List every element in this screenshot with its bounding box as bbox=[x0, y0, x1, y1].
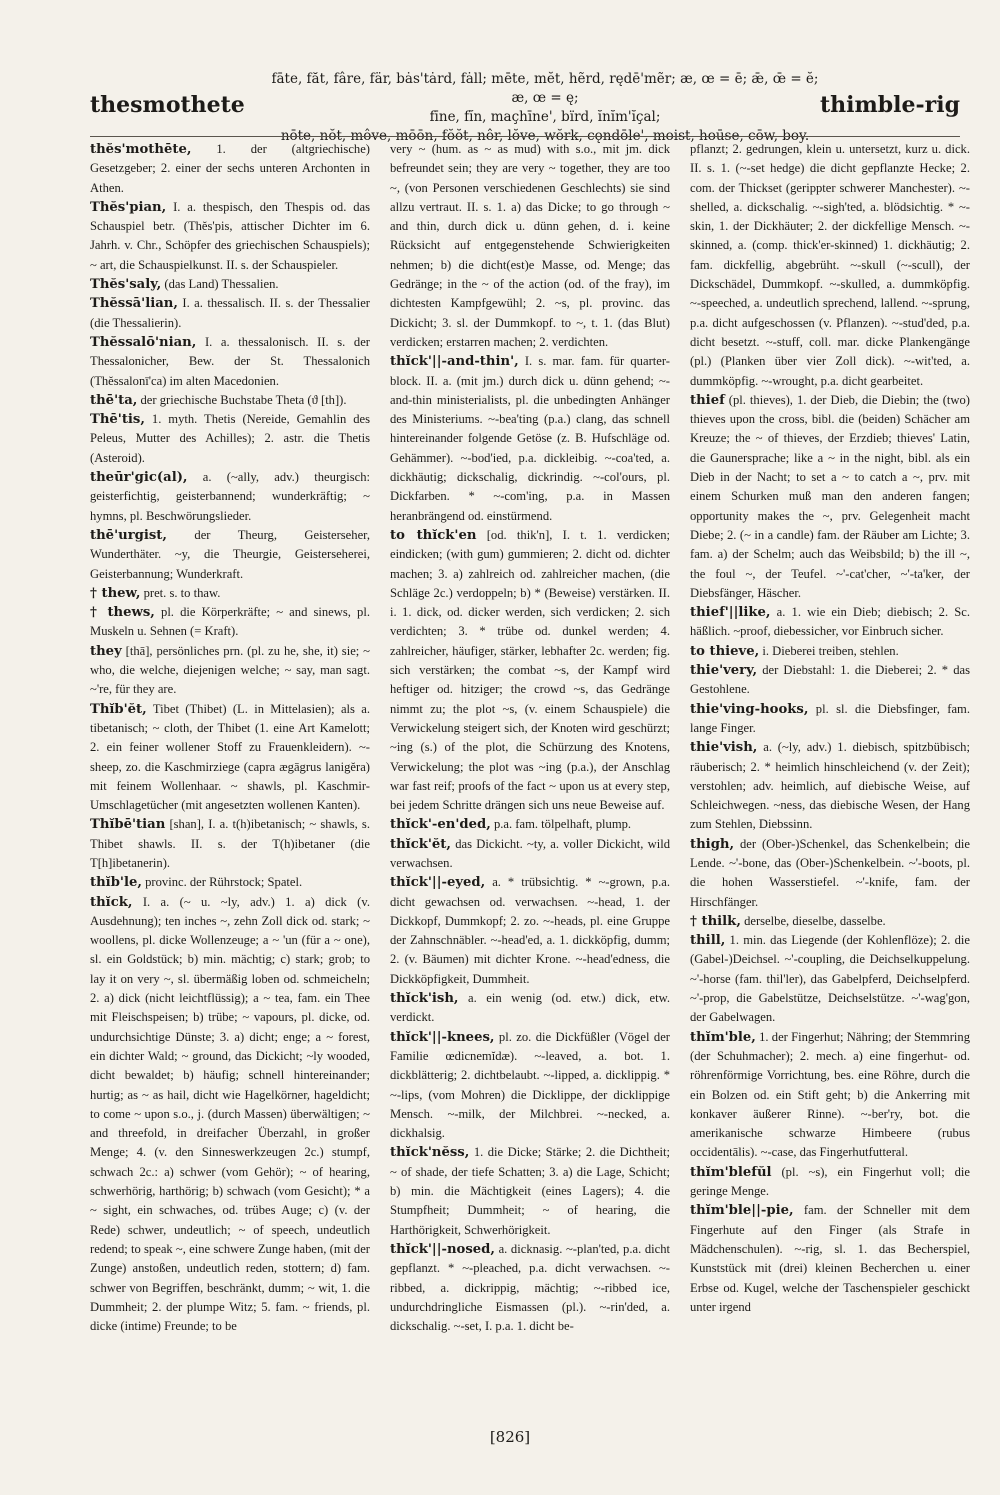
dictionary-entry bbox=[690, 603, 970, 642]
entry-definition: 1. min. das Liegende (der Kohlenflöze); 2. die (Gabel-)Deichsel. ~'-coupling, die Deichselkuppelung. ~'-horse (fam. thil'ler), das Gabelpferd, Deichselpferd. ~'-prop, die Gabelstütze, Deichselstütze. ~'-wag'gon, der Gabelwagen. bbox=[690, 933, 970, 1025]
entry-headword: thĭck, bbox=[90, 894, 133, 910]
entry-headword: thĭck'||-and-thin', bbox=[390, 354, 519, 370]
entry-definition: fam. der Schneller mit dem Fingerhute auf den Finger (als Strafe in Mädchenschulen). ~-rig, sl. 1. das Becherspiel, Kunststück mit (drei) kleinen Becherchen u. einer Erbse od. Kugel, welche der Taschenspieler geschickt unter irgend bbox=[690, 1203, 970, 1314]
entry-definition: I. a. (~ u. ~ly, adv.) 1. a) dick (v. Ausdehnung); ten inches ~, zehn Zoll dick od. stark; ~ woollens, pl. dicke Wollenzeuge; a ~ 'un (für a ~ one), sl. ein Goldstück; b) min. mächtig; c) stark; grob; to lay it on very ~, sl. übermäßig loben od. schmeicheln; 2. a) dick (nicht leichtflüssig); a ~ tea, fam. ein Thee mit Fleischspeisen; b) trübe; ~ vapours, pl. dicke, od. undurchsichtige Dünste; 3. a) dicht; enge; a ~ forest, ein dichter Wald; ~ ground, das Dickicht; ~ly wooded, dicht bewaldet; b) häufig; schnell hintereinander; hurtig; as ~ as hail, dicht wie Hagelkörner, hageldicht; to come ~ upon s.o., j. (durch Massen) überwältigen; ~ and threefold, in dreifacher Überzahl, in großer Menge; 4. (v. den Sinneswerkzeugen 2c.) stumpf, schwach 2c.: a) schwer (vom Gehör); ~ of hearing, schwerhörig, harthörig; b) schwach (vom Gesicht); * a ~ sight, ein schwaches, od. trübes Auge; c) (v. der Rede) schwer, undeutlich; ~ of speech, undeutlich redend; to speak ~, eine schwere Zunge haben, (mit der Zunge) anstoßen, undeutlich reden, stottern; d) fam. schwer von Begriffen, beschränkt, dumm; ~ wit, 1. die Dummheit; 2. der plumpe Witz; 5. fam. ~ friends, pl. dicke (intime) Freunde; to be bbox=[90, 894, 370, 1334]
entry-definition: der griechische Buchstabe Theta (ϑ [th]). bbox=[140, 392, 347, 407]
entry-definition: pl. zo. die Dickfüßler (Vögel der Familie œdicnemĭdæ). ~-leaved, a. bot. 1. dickblätterig; 2. dichtbelaubt. ~-lipped, a. dicklippig. * ~-lips, (vom Mohren) die Dicklippe, der dicklippige Mensch. ~-milk, der Milchbrei. ~-necked, a. dickhalsig. bbox=[390, 1029, 670, 1141]
entry-definition: 1. myth. Thetis (Nereide, Gemahlin des Peleus, Mutter des Achilles); 2. astr. die Thetis (Asteroid). bbox=[90, 412, 370, 465]
dictionary-entry bbox=[390, 352, 670, 526]
pronunciation-key-line: fīne, fĭn, maçhīne', bïrd, ĭnĭm'ĭçal; bbox=[429, 109, 661, 125]
dictionary-entry bbox=[690, 738, 970, 834]
dictionary-entry bbox=[90, 140, 370, 198]
entry-definition: pret. s. to thaw. bbox=[143, 585, 221, 600]
dictionary-entry bbox=[390, 1240, 670, 1336]
dictionary-entry bbox=[90, 893, 370, 1337]
entry-definition: a. (~ly, adv.) 1. diebisch, spitzbübisch; räuberisch; 2. * heimlich hinschleichend (v. der Zeit); verstohlen; adv. heimlich, auf diebische Weise, auf Schleichwegen. ~ness, das diebische Wesen, der Hang zum Stehlen, Diebssinn. bbox=[690, 740, 970, 832]
dictionary-entry bbox=[390, 1028, 670, 1144]
entry-definition: (pl. ~s), ein Fingerhut voll; die geringe Menge. bbox=[690, 1164, 970, 1199]
entry-headword: thĭm'blefŭl bbox=[690, 1164, 772, 1180]
entry-definition: (das Land) Thessalien. bbox=[164, 277, 279, 292]
entry-headword: Thĕssā'lian, bbox=[90, 296, 178, 312]
entry-definition: 1. die Dicke; Stärke; 2. die Dichtheit; ~ of shade, der tiefe Schatten; 3. a) die Lage, Schicht; b) min. die Mächtigkeit (eines Lagers); 4. die Stumpfheit; Dummheit; ~ of hearing, die Harthörigkeit, Schwerhörigkeit. bbox=[390, 1145, 670, 1237]
dictionary-entry bbox=[90, 584, 370, 603]
entry-headword: they bbox=[90, 643, 122, 659]
entry-headword: thĭm'ble||-pie, bbox=[690, 1203, 794, 1219]
entry-headword: Thĕssalō'nian, bbox=[90, 334, 197, 350]
entry-definition: I. a. thespisch, den Thespis od. das Schauspiel betr. (Thĕs'pis, attischer Dichter im 6. Jahrh. v. Chr., Schöpfer des griechischen Schauspiels); ~ art, die Schauspielkunst. II. s. der Schauspieler. bbox=[90, 199, 370, 272]
dictionary-entry bbox=[690, 140, 970, 391]
entry-headword: thĭck'||-nosed, bbox=[390, 1241, 495, 1257]
dictionary-entry bbox=[690, 1163, 970, 1202]
entry-definition: provinc. der Rührstock; Spatel. bbox=[145, 875, 303, 890]
left-running-headword: thesmothete bbox=[90, 92, 245, 118]
entry-definition: I. s. mar. fam. für quarter-block. II. a. (mit jm.) durch dick u. dünn gehend; ~-and-thin ministerialists, pl. die unbedingten Anhänger des Ministeriums. ~-bea'ting (p.a.) clang, das schnell hintereinander folgende Getöse (z. B. Hufschläge od. Gehämmer). ~-bod'ied, p.a. dickleibig. ~-coa'ted, a. dickhäutig; dickschalig, dickrindig. ~-col'ours, pl. Dickfarben. * ~-com'ing, p.a. in Massen heranbrängend od. einstürmend. bbox=[390, 354, 670, 523]
entry-definition: a. (~ally, adv.) theurgisch: geisterfichtig, geisterbannend; wunderkräftig; ~ hymns, pl. Beschwörungslieder. bbox=[90, 470, 370, 523]
dictionary-entry bbox=[690, 391, 970, 603]
entry-definition: das Dickicht. ~ty, a. voller Dickicht, wild verwachsen. bbox=[390, 836, 670, 870]
dictionary-entry bbox=[90, 815, 370, 873]
entry-headword: thie'vish, bbox=[690, 740, 758, 756]
entry-definition: a. ein wenig (od. etw.) dick, etw. verdickt. bbox=[390, 991, 670, 1025]
dictionary-entry bbox=[690, 931, 970, 1027]
dictionary-entry bbox=[690, 661, 970, 700]
pronunciation-key-line: fāte, făt, fâre, fär, bȧs'tȧrd, fȧll; mēte, mĕt, hẽrd, rędē'mẽr; æ, œ = ē; ǣ, œ̄ = ĕ; æ, œ = ę; bbox=[271, 71, 819, 106]
pronunciation-key-line: nōte, nŏt, môve, mōōn, fŏŏt, nôr, lŏve, wŏrk, cǫndōle', moist, hoūse, cōw, boy. bbox=[280, 128, 810, 144]
entry-definition: very ~ (hum. as ~ as mud) with s.o., mit jm. dick befreundet sein; they are very ~ together, they are too ~, (von Personen verschiedenen Geschlechts) sie sind allzu vertraut. II. s. 1. a) das Dicke; to go through ~ and thin, durch dick u. dünn gehen, d. i. keine Rücksicht auf entgegenstehende Schwierigkeiten nehmen; b) die dicht(est)e Masse, od. Menge; das Gedränge; in the ~ of the action (od. of the fray), im dichtesten Kampfgewühl; 2. ~s, pl. provinc. das Dickicht; 3. sl. der Dummkopf. to ~, t. 1. (das Blut) verdicken; erstarren machen; 2. verdichten. bbox=[390, 142, 670, 349]
dictionary-entry bbox=[90, 391, 370, 410]
entry-headword: thĭck'||-knees, bbox=[390, 1029, 495, 1045]
column-2 bbox=[390, 140, 670, 1430]
entry-headword: thĭck'||-eyed, bbox=[390, 875, 486, 891]
entry-definition: der Theurg, Geisterseher, Wunderthäter. ~y, die Theurgie, Geisterseherei, Geisterbannung; Wunderkraft. bbox=[90, 527, 370, 581]
entry-definition: i. Dieberei treiben, stehlen. bbox=[762, 643, 899, 658]
dictionary-entry bbox=[390, 526, 670, 815]
entry-columns bbox=[90, 140, 970, 1420]
entry-definition: I. a. thessalonisch. II. s. der Thessalonicher, Bew. der St. Thessalonich (Thĕssalonī'ca) im alten Macedonien. bbox=[90, 334, 370, 388]
entry-definition: der (Ober-)Schenkel, das Schenkelbein; die Lende. ~'-bone, das (Ober-)Schenkelbein. ~'-boots, pl. die hohen Wasserstiefel. ~'-knife, fam. der Hirschfänger. bbox=[690, 836, 970, 909]
entry-headword: Thĭb'ĕt, bbox=[90, 701, 147, 717]
entry-headword: thĭb'le, bbox=[90, 875, 142, 891]
dictionary-entry bbox=[90, 642, 370, 700]
entry-definition: a. dicknasig. ~-plan'ted, p.a. dicht gepflanzt. * ~-pleached, p.a. dicht verwachsen. ~-ribbed, a. dickrippig, mächtig; ~-ribbed ice, undurchdringliche Eismassen (pl.). ~-rin'ded, a. dickschalig. ~-set, I. p.a. 1. dicht be- bbox=[390, 1241, 670, 1334]
entry-definition: pflanzt; 2. gedrungen, klein u. untersetzt, kurz u. dick. II. s. 1. (~-set hedge) die dicht gepflanzte Hecke; 2. com. der Thickset (gerippter schwerer Manchester). ~-shelled, a. dickschalig. ~-sigh'ted, a. blödsichtig. * ~-skin, 1. der Dickhäuter; 2. der dickfellige Mensch. ~-skinned, a. (comp. thick'er-skinned) 1. dickhäutig; 2. fam. dickfellig, abgebrüht. ~-skull (~-scull), der Dickschädel, Dummkopf. ~-skulled, a. dummköpfig. ~-speeched, a. undeutlich sprechend, lallend. ~-sprung, p.a. dicht aufgeschossen (v. Pflanzen). ~-stud'ded, p.a. dicht besetzt. ~-stuff, coll. mar. dicke Plankengänge (pl.) (Planken über vier Zoll dick). ~-wit'ted, a. dummköpfig. ~-wrought, p.a. dicht gearbeitet. bbox=[690, 142, 970, 388]
entry-headword: Thĕs'pian, bbox=[90, 199, 167, 215]
dictionary-entry bbox=[690, 700, 970, 739]
entry-headword: thē'ta, bbox=[90, 392, 138, 408]
entry-headword: thie'ving-hooks, bbox=[690, 701, 809, 717]
dictionary-entry bbox=[90, 294, 370, 333]
dictionary-entry bbox=[390, 815, 670, 834]
dictionary-entry bbox=[90, 468, 370, 526]
dictionary-entry bbox=[690, 835, 970, 912]
entry-definition: der Diebstahl: 1. die Dieberei; 2. * das Gestohlene. bbox=[690, 663, 970, 697]
entry-definition: pl. sl. die Diebsfinger, fam. lange Finger. bbox=[690, 701, 970, 735]
column-3 bbox=[690, 140, 970, 1430]
entry-headword: thĭck'ish, bbox=[390, 991, 459, 1007]
entry-definition: [shan], I. a. t(h)ibetanisch; ~ shawls, s. Thibet shawls. II. s. der T(h)ibetaner (die T[h]ibetanerin). bbox=[90, 817, 370, 870]
pronunciation-key bbox=[265, 70, 825, 146]
entry-headword: † thew, bbox=[90, 585, 141, 601]
entry-headword: Thĕs'saly, bbox=[90, 277, 162, 293]
dictionary-entry bbox=[90, 275, 370, 294]
dictionary-entry bbox=[390, 873, 670, 989]
entry-definition: pl. die Körperkräfte; ~ and sinews, pl. Muskeln u. Sehnen (= Kraft). bbox=[90, 605, 370, 639]
dictionary-entry bbox=[90, 410, 370, 468]
entry-definition: a. * trübsichtig. * ~-grown, p.a. dicht gewachsen od. verwachsen. ~-head, 1. der Dickkopf, Dummkopf; 2. zo. ~-heads, pl. eine Gruppe der Zahnschnäbler. ~-head'ed, a. 1. dickköpfig, dumm; 2. (v. Bäumen) mit dichter Krone. ~-head'edness, die Dickköpfigkeit, Dummheit. bbox=[390, 875, 670, 986]
entry-headword: thē'urgist, bbox=[90, 527, 167, 543]
dictionary-entry bbox=[90, 526, 370, 584]
entry-headword: thief'||like, bbox=[690, 605, 771, 621]
entry-headword: thĭck'nĕss, bbox=[390, 1145, 470, 1161]
entry-definition: p.a. fam. tölpelhaft, plump. bbox=[493, 817, 632, 832]
entry-definition: a. 1. wie ein Dieb; diebisch; 2. Sc. häßlich. ~proof, diebessicher, vor Einbruch sicher. bbox=[690, 605, 970, 639]
entry-headword: thĭm'ble, bbox=[690, 1029, 756, 1045]
entry-definition: (pl. thieves), 1. der Dieb, die Diebin; the (two) thieves upon the cross, bibl. die (beiden) Schächer am Kreuze; the ~ of thieves, der Erzdieb; thieves' Latin, die Gaunersprache; like a ~ in the night, bibl. als ein Dieb in der Nacht; to set a ~ to catch a ~, prv. mit einem Schurken muß man den anderen fangen; opportunity makes the ~, prv. Gelegenheit macht Diebe; 2. (~ in a candle) fam. der Räuber am Lichte; 3. fam. a) der Schelm; auch das Weibsbild; b) the ill ~, the foul ~, der Teufel. ~'-cat'cher, ~'-ta'ker, der Diebsfänger, Häscher. bbox=[690, 392, 970, 600]
entry-definition: Tibet (Thibet) (L. in Mittelasien); als a. tibetanisch; ~ cloth, der Thibet (1. eine Art Kamelott; 2. ein feiner wollener Stoff zu Frauenkleidern). ~-sheep, zo. die Kaschmirziege (capra ægāgrus lanigĕra) mit feinem Wollenhaar. ~ shawls, pl. Kaschmir-Umschlagetücher (mit angesetzten wollenen Kanten). bbox=[90, 701, 370, 813]
page-header bbox=[90, 70, 960, 144]
dictionary-entry bbox=[690, 1201, 970, 1317]
entry-headword: thĕs'mothēte, bbox=[90, 142, 192, 157]
dictionary-entry bbox=[90, 333, 370, 391]
entry-definition: 1. der (altgriechische) Gesetzgeber; 2. einer der sechs unteren Archonten in Athen. bbox=[90, 142, 370, 195]
dictionary-entry bbox=[390, 140, 670, 352]
entry-headword: to thieve, bbox=[690, 643, 760, 659]
entry-headword: thill, bbox=[690, 933, 726, 949]
entry-headword: to thĭck'en bbox=[390, 527, 477, 543]
entry-headword: thĭck'ĕt, bbox=[390, 836, 451, 852]
dictionary-entry bbox=[390, 1143, 670, 1239]
dictionary-entry bbox=[90, 700, 370, 816]
page-number: [826] bbox=[489, 1428, 531, 1446]
dictionary-entry bbox=[690, 642, 970, 661]
entry-headword: thĭck'-en'ded, bbox=[390, 817, 491, 833]
dictionary-entry bbox=[390, 989, 670, 1028]
dictionary-entry bbox=[90, 873, 370, 892]
column-1 bbox=[90, 140, 370, 1430]
header-rule bbox=[90, 136, 960, 137]
dictionary-entry bbox=[90, 198, 370, 275]
entry-headword: Thē'tis, bbox=[90, 412, 145, 428]
entry-definition: 1. der Fingerhut; Nähring; der Stemmring (der Schuhmacher); 2. mech. a) eine fingerhut- od. röhrenförmige Vorrichtung, bes. eine Röhre, durch die ein Bolzen od. ein Stift geht; b) die Ankerring mit konkaver äußerer Rinne). ~-ber'ry, bot. die amerikanische schwarze Himbeere (rubus occidentālis). ~-case, das Fingerhutfutteral. bbox=[690, 1029, 970, 1160]
dictionary-entry bbox=[390, 835, 670, 874]
entry-headword: † thews, bbox=[90, 605, 155, 621]
entry-definition: [thā], persönliches prn. (pl. zu he, she, it) sie; ~ who, die welche, diejenigen welche; ~ say, man sagt. ~'re, für they are. bbox=[90, 643, 370, 697]
dictionary-entry bbox=[90, 603, 370, 642]
entry-headword: thie'very, bbox=[690, 663, 758, 679]
entry-headword: theūr'gic(al), bbox=[90, 470, 188, 486]
entry-headword: thigh, bbox=[690, 836, 735, 852]
entry-headword: † thilk, bbox=[690, 913, 741, 929]
right-running-headword: thimble-rig bbox=[820, 92, 960, 118]
entry-definition: [od. thik'n], I. t. 1. verdicken; eindicken; (with gum) gummieren; 2. dicht od. dichter machen; 3. a) zahlreich od. zahlreicher machen, (die Schläge 2c.) verdoppeln; b) * (Beweise) verstärken. II. i. 1. dick, od. dicker werden, sich verdicken; 2. sich verdichten; 3. * trübe od. dunkel werden; 4. zahlreicher, häufiger, stärker, lebhafter 2c. werden; fig. sich verstärken; the combat ~s, der Kampf wird heftiger od. hitziger; the crowd ~s, das Gedränge nimmt zu; the plot ~s, (v. einem Schauspiele) die Verwickelung steigert sich, der Knoten wird geschürzt; ~ing (s.) of the plot, die Schürzung des Knotens, Verwickelung; the plot was ~ing (p.a.), der Anschlag war fast reif; proofs of the fact ~ upon us at every step, bei jedem Schritte drängen sich uns neue Beweise auf. bbox=[390, 527, 670, 813]
dictionary-entry bbox=[690, 1028, 970, 1163]
dictionary-entry bbox=[690, 912, 970, 931]
entry-definition: I. a. thessalisch. II. s. der Thessalier (die Thessalierin). bbox=[90, 296, 370, 330]
entry-headword: thief bbox=[690, 392, 725, 408]
entry-definition: derselbe, dieselbe, dasselbe. bbox=[744, 913, 886, 928]
entry-headword: Thĭbē'tian bbox=[90, 817, 166, 833]
